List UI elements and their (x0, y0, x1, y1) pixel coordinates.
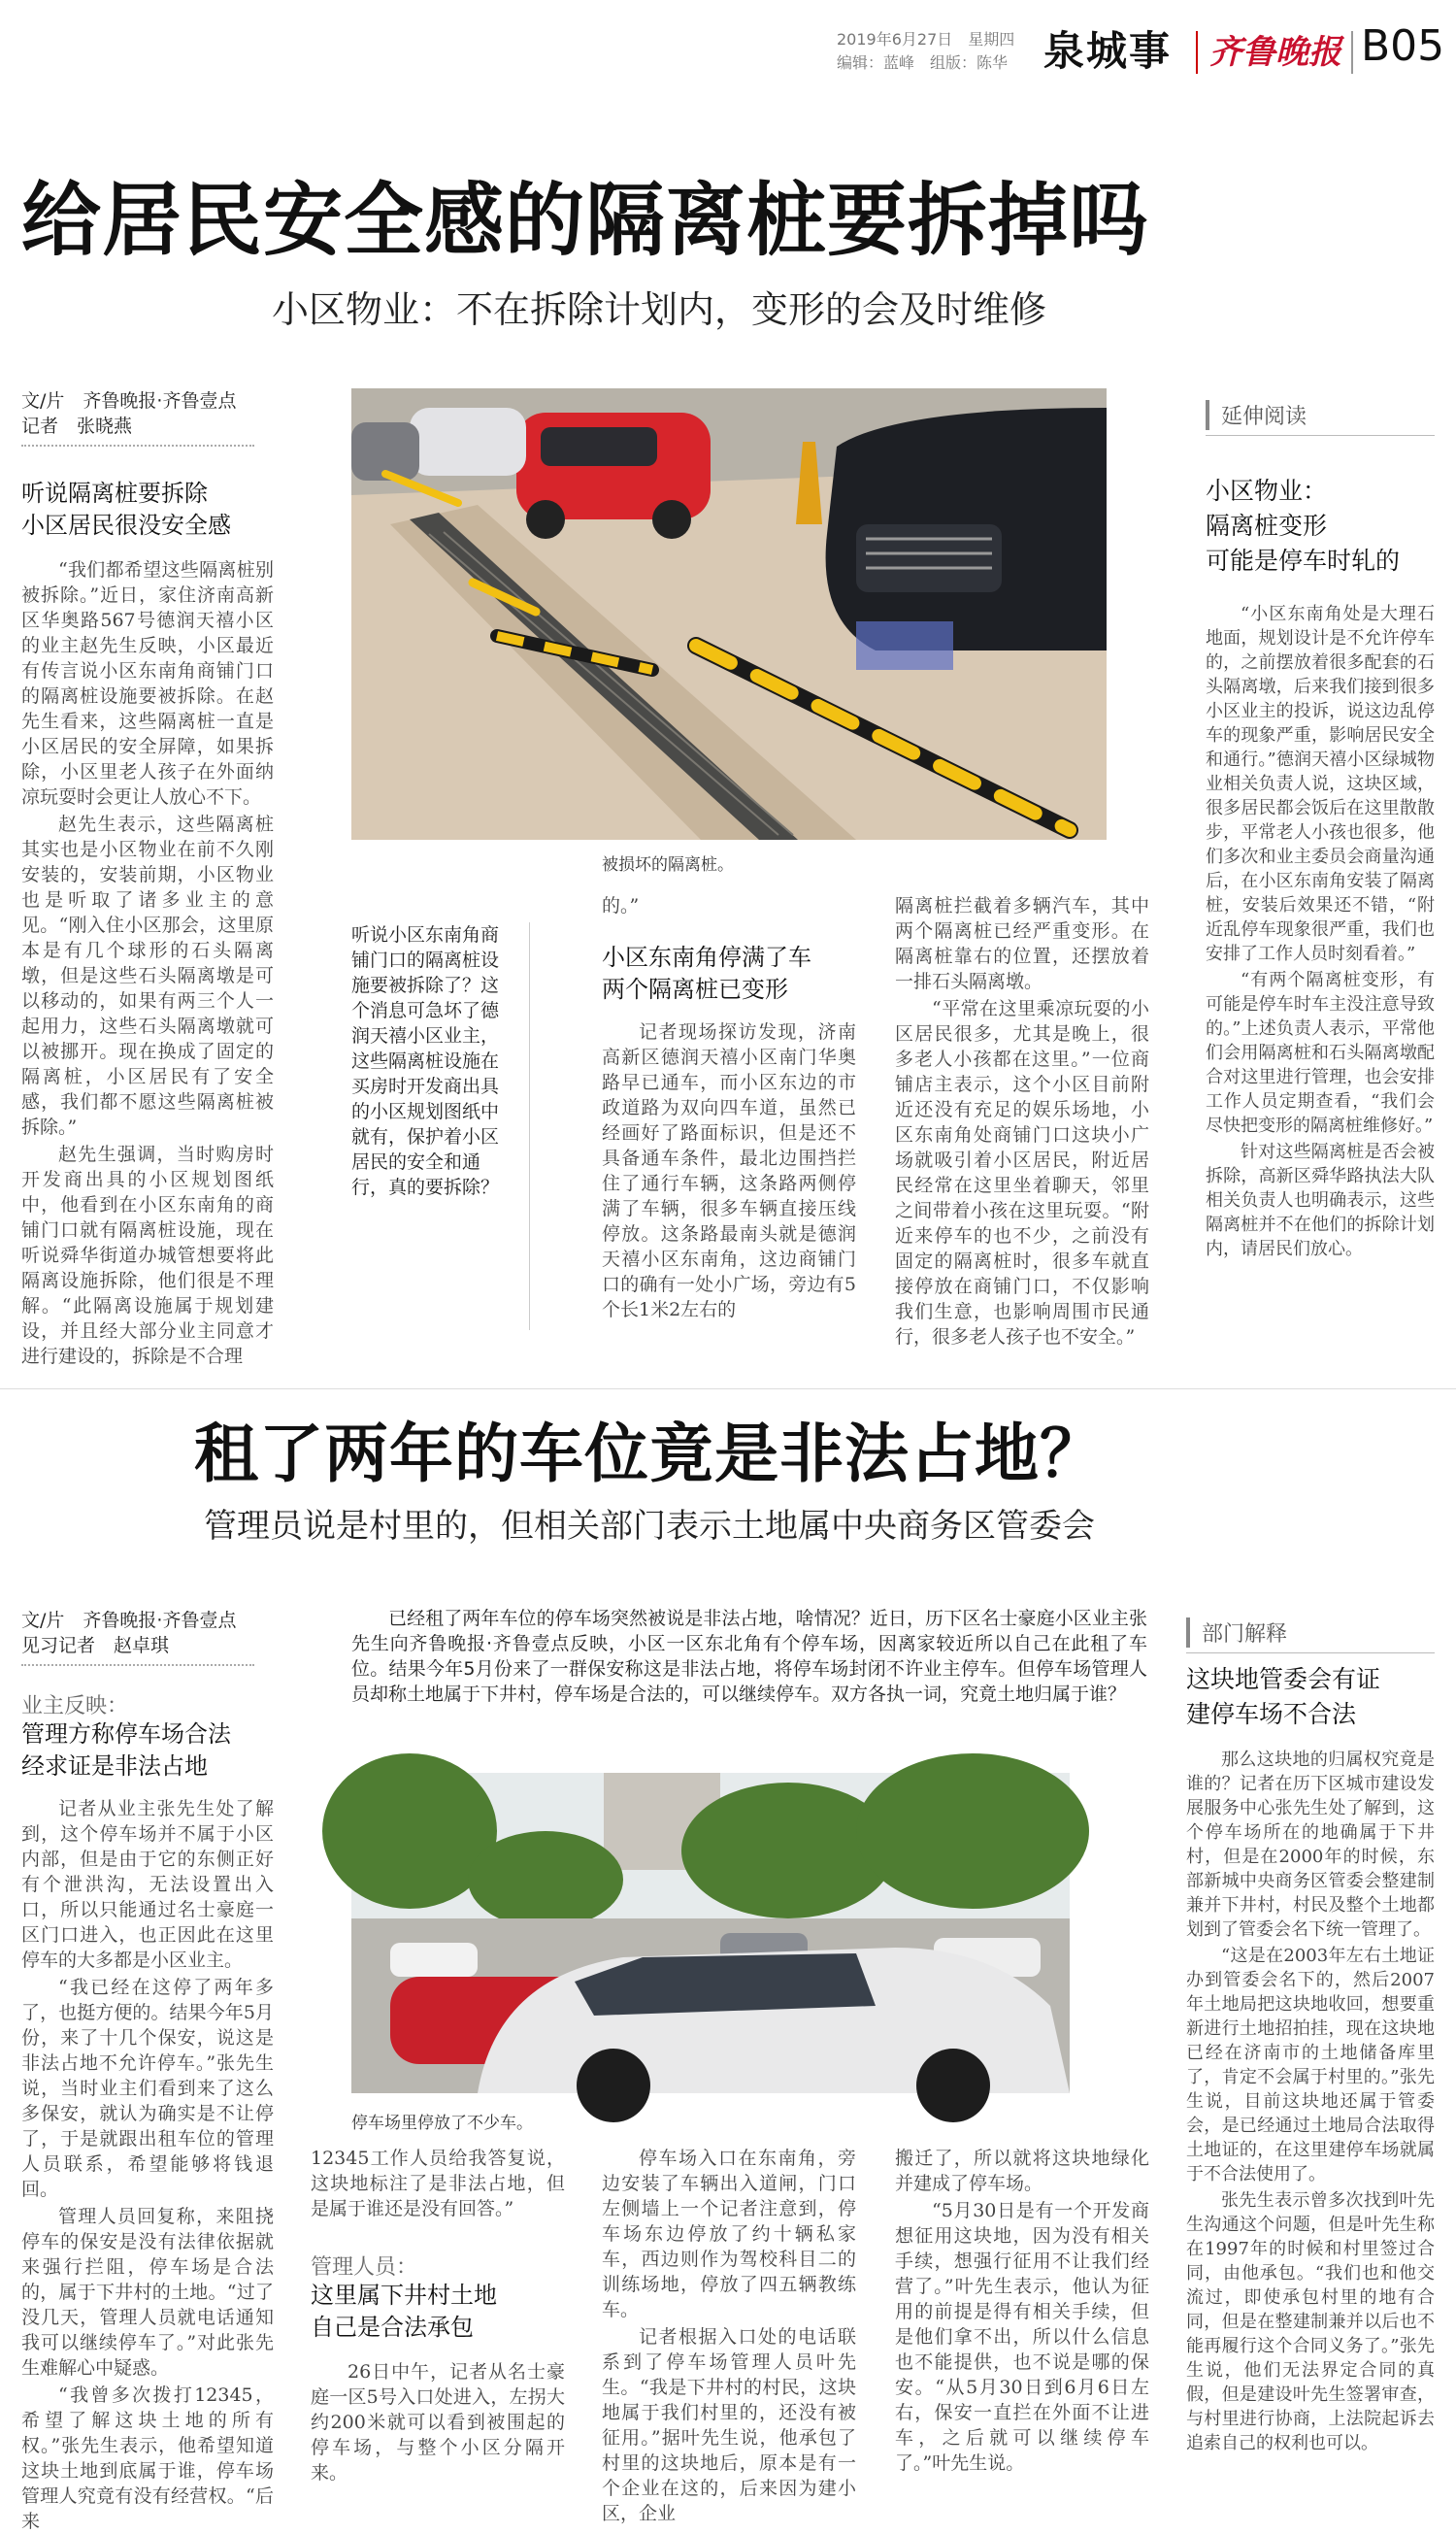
section1-title-line1: 听说隔离桩要拆除 (21, 480, 208, 507)
pullquote-rule (529, 922, 530, 1330)
article2-section2-kicker: 管理人员： (311, 2255, 418, 2280)
paragraph: 26日中午，记者从名士豪庭一区5号入口处进入，左拐大约200米就可以看到被围起的停车场，与整个小区分隔开来。 (311, 2361, 565, 2484)
article1-column-3-lead: 的。” (602, 895, 640, 917)
paragraph: 搬迁了，所以就将这块地绿化并建成了停车场。 (895, 2148, 1149, 2194)
article1-headline: 给居民安全感的隔离桩要拆掉吗 (21, 175, 1150, 267)
article2-column-3 (602, 2146, 856, 2524)
page-number: B05 (1361, 21, 1445, 71)
article1-byline-1: 文/片 齐鲁晚报·齐鲁壹点 (21, 390, 237, 412)
paragraph: 赵先生表示，这些隔离桩其实也是小区物业在前不久刚安装的，安装前期，小区物业也是听取了诸多业主的意见。“刚入住小区那会，这里原本是有几个球形的石头隔离墩，但是这些石头隔离墩是可以移动的，如果有两三个人一起用力，这些石头隔离墩就可以被挪开。现在换成了固定的隔离桩，小区居民有了安全感，我们都不愿这些隔离桩被拆除。” (21, 814, 274, 1138)
article2-headline: 租了两年的车位竟是非法占地？ (194, 1417, 1105, 1491)
section2-title-line2: 两个隔离桩已变形 (602, 976, 788, 1003)
sidebar-tab-department-explanation: 部门解释 (1186, 1617, 1435, 1648)
article2-subhead: 管理员说是村里的，但相关部门表示土地属中央商务区管委会 (204, 1507, 1095, 1546)
photo1-caption: 被损坏的隔离桩。 (602, 855, 734, 875)
article2-section1-kicker: 业主反映： (21, 1694, 129, 1718)
article1-column-4 (895, 893, 1149, 1348)
paragraph: 针对这些隔离桩是否会被拆除，高新区舜华路执法大队相关负责人也明确表示，这些隔离桩并不在他们的拆除计划内，请居民们放心。 (1206, 1142, 1435, 1259)
header-divider (1196, 31, 1198, 74)
paragraph: 停车场入口在东南角，旁边安装了车辆出入道闸，门口左侧墙上一个记者注意到，停车场东边停放了约十辆私家车，西边则作为驾校科目二的训练场地，停放了四五辆教练车。 (602, 2148, 856, 2320)
sidebar2-title-line1: 这块地管委会有证 (1186, 1665, 1381, 1693)
article1-section2-title (602, 942, 811, 1006)
a2-section2-title-line1: 这里属下井村土地 (311, 2282, 497, 2309)
sidebar-tab-extended-reading: 延伸阅读 (1206, 400, 1435, 430)
paragraph: “5月30日是有一个开发商想征用这块地，因为没有相关手续，想强行征用不让我们经营了。”叶先生表示，他认为征用的前提是得有相关手续，但是他们拿不出，所以什么信息也不能提供，也不说是哪的保安。“从5月30日到6月6日左右，保安一直拦在外面不让进车，之后就可以继续停车了。”叶先生说。 (895, 2200, 1149, 2474)
paragraph: 张先生表示曾多次找到叶先生沟通这个问题，但是叶先生称在1997年的时候和村里签过合同，由他承包。“我们也和他交流过，即使承包村里的地有合同，但是在整建制兼并以后也不能再履行这个合同义务了。”张先生说，他们无法界定合同的真假，但是建设叶先生签署审查，与村里进行协商，上法院起诉去追索自己的权利也可以。 (1186, 2190, 1435, 2453)
damaged-bollards-photo (351, 388, 1107, 840)
paragraph: 记者根据入口处的电话联系到了停车场管理人员叶先生。“我是下井村的村民，这块地属于我们村里的，还没有被征用。”据叶先生说，他承包了村里的这块地后，原本是有一个企业在这的，后来因为建小区，企业 (602, 2326, 856, 2524)
section1-title-line2: 小区居民很没安全感 (21, 512, 231, 539)
parking-lot-photo (351, 1773, 1070, 2093)
article2-column-2-top (311, 2146, 565, 2223)
paragraph: 那么这块地的归属权究竟是谁的？记者在历下区城市建设发展服务中心张先生处了解到，这个停车场所在的地确属于下井村，但是在2000年的时候，东部新城中央商务区管委会整建制兼并下井村，村民及整个土地都划到了管委会名下统一管理了。 (1186, 1750, 1435, 1940)
article1-column-1 (21, 557, 274, 1367)
article2-column-2-bottom (311, 2359, 565, 2485)
sidebar-tab-underline (1206, 435, 1435, 436)
article2-section2-title (311, 2280, 497, 2344)
article2-byline-1: 文/片 齐鲁晚报·齐鲁壹点 (21, 1610, 237, 1631)
article2-byline-2: 见习记者 赵卓琪 (21, 1635, 170, 1656)
sidebar2-body (1186, 1748, 1435, 2490)
a2-section2-title-line2: 自己是合法承包 (311, 2314, 474, 2341)
article1-section1-title (21, 478, 231, 542)
sidebar1-title (1206, 474, 1400, 579)
damaged-bollards-illustration (351, 388, 1107, 840)
sidebar1-body (1206, 602, 1435, 1350)
paragraph: 记者从业主张先生处了解到，这个停车场并不属于小区内部，但是由于它的东侧正好有个泄洪沟，无法设置出入口，所以只能通过名士豪庭一区门口进入，也正因此在这里停车的大多都是小区业主。 (21, 1798, 274, 1971)
sidebar1-title-line1: 小区物业： (1206, 477, 1328, 505)
parking-lot-illustration (351, 1773, 1070, 2093)
paragraph: 12345工作人员给我答复说，这块地标注了是非法占地，但是属于谁还是没有回答。” (311, 2148, 565, 2219)
article1-subhead: 小区物业：不在拆除计划内，变形的会及时维修 (272, 288, 1047, 331)
sidebar1-title-line3: 可能是停车时轧的 (1206, 547, 1401, 575)
sidebar2-title-line2: 建停车场不合法 (1186, 1700, 1357, 1728)
a2-section1-title-line2: 经求证是非法占地 (21, 1752, 208, 1780)
sidebar1-title-line2: 隔离桩变形 (1206, 512, 1328, 540)
paragraph: “小区东南角处是大理石地面，规划设计是不允许停车的，之前摆放着很多配套的石头隔离墩，后来我们接到很多小区业主的投诉，说这边乱停车的现象严重，影响居民安全和通行。”德润天禧小区绿城物业相关负责人说，这块区域，很多居民都会饭后在这里散散步，平常老人小孩也很多，他们多次和业主委员会商量沟通后，在小区东南角安装了隔离桩，安装后效果还不错，“附近乱停车现象很严重，我们也安排了工作人员时刻看着。” (1206, 604, 1435, 964)
section2-title-line1: 小区东南角停满了车 (602, 944, 811, 971)
paragraph: 赵先生强调，当时购房时开发商出具的小区规划图纸中，他看到在小区东南角的商铺门口就有隔离桩设施，现在听说舜华街道办城管想要将此隔离设施拆除，他们很是不理解。“此隔离设施属于规划建设，并且经大部分业主同意才进行建设的，拆除是不合理 (21, 1144, 274, 1367)
header-editors: 编辑：蓝峰 组版：陈华 (837, 53, 1009, 72)
header-date: 2019年6月27日 星期四 (837, 30, 1015, 49)
sidebar2-title (1186, 1662, 1380, 1732)
byline2-rule (21, 1664, 254, 1666)
paragraph: “有两个隔离桩变形，有可能是停车时车主没注意导致的。”上述负责人表示，平常他们会用隔离桩和石头隔离墩配合对这里进行管理，也会安排工作人员定期查看，“我们会尽快把变形的隔离桩维修好。” (1206, 970, 1435, 1136)
header-section: 泉城事 (1043, 27, 1173, 75)
paragraph: 隔离桩拦截着多辆汽车，其中两个隔离桩已经严重变形。在隔离桩靠右的位置，还摆放着一排石头隔离墩。 (895, 895, 1149, 992)
brand-logo: 齐鲁晚报 (1209, 33, 1341, 72)
article2-column-1 (21, 1796, 274, 2532)
a2-section1-title-line1: 管理方称停车场合法 (21, 1720, 231, 1748)
photo2-caption: 停车场里停放了不少车。 (351, 2114, 533, 2133)
article1-byline-2: 记者 张晓燕 (21, 416, 133, 437)
pullquote-text: 听说小区东南角商铺门口的隔离桩设施要被拆除了？这个消息可急坏了德润天禧小区业主，这些隔离桩设施在买房时开发商出具的小区规划图纸中就有，保护着小区居民的安全和通行，真的要拆除？ (351, 924, 500, 1198)
header-divider-2 (1351, 31, 1353, 74)
paragraph: 管理人员回复称，来阻挠停车的保安是没有法律依据就来强行拦阻，停车场是合法的，属于下井村的土地。“过了没几天，管理人员就电话通知我可以继续停车了。”对此张先生难解心中疑惑。 (21, 2206, 274, 2379)
paragraph: “我已经在这停了两年多了，也挺方便的。结果今年5月份，来了十几个保安，说这是非法占地不允许停车。”张先生说，当时业主们看到来了这么多保安，就认为确实是不让停了，于是就跟出租车位的管理人员联系，希望能够将钱退回。 (21, 1977, 274, 2200)
paragraph: 记者现场探访发现，济南高新区德润天禧小区南门华奥路早已通车，而小区东边的市政道路为双向四车道，虽然已经画好了路面标识，但是还不具备通车条件，最北边围挡拦住了通行车辆，这条路两侧停满了车辆，很多车辆直接压线停放。这条路最南头就是德润天禧小区东南角，这边商铺门口的确有一处小广场，旁边有5个长1米2左右的 (602, 1021, 856, 1320)
article-separator (0, 1388, 1456, 1389)
paragraph: “我曾多次拨打12345，希望了解这块土地的所有权。”张先生表示，他希望知道这块土地到底属于谁，停车场管理人究竟有没有经营权。“后来 (21, 2384, 274, 2532)
paragraph: “这是在2003年左右土地证办到管委会名下的，然后2007年土地局把这块地收回，想要重新进行土地招拍挂，现在这块地已经在济南市的土地储备库里了，肯定不会属于村里的。”张先生说，目前这块地还属于管委会，是已经通过土地局合法取得土地证的，在这里建停车场就属于不合法使用了。 (1186, 1946, 1435, 2184)
sidebar2-tab-underline (1186, 1652, 1435, 1653)
article2-section1-title (21, 1718, 231, 1783)
article2-lead: 已经租了两年车位的停车场突然被说是非法占地，啥情况？近日，历下区名士豪庭小区业主张先生向齐鲁晚报·齐鲁壹点反映，小区一区东北角有个停车场，因离家较近所以自己在此租了车位。结果今年5月份来了一群保安称这是非法占地，将停车场封闭不许业主停车。但停车场管理人员却称土地属于下井村，停车场是合法的，可以继续停车。双方各执一词，究竟土地归属于谁？ (351, 1608, 1147, 1705)
paragraph: “平常在这里乘凉玩耍的小区居民很多，尤其是晚上，很多老人小孩都在这里。”一位商铺店主表示，这个小区目前附近还没有充足的娱乐场地，小区东南角处商铺门口这块小广场就吸引着小区居民，附近居民经常在这里坐着聊天，邻里之间带着小孩在这里玩耍。“附近来停车的也不少，之前没有固定的隔离桩时，很多车就直接停放在商铺门口，不仅影响我们生意，也影响周围市民通行，很多老人孩子也不安全。” (895, 998, 1149, 1348)
article2-column-4 (895, 2146, 1149, 2485)
article1-column-3 (602, 1019, 856, 1340)
paragraph: “我们都希望这些隔离桩别被拆除。”近日，家住济南高新区华奥路567号德润天禧小区的业主赵先生反映，小区最近有传言说小区东南角商铺门口的隔离桩设施要被拆除。在赵先生看来，这些隔离桩一直是小区居民的安全屏障，如果拆除，小区里老人孩子在外面纳凉玩耍时会更让人放心不下。 (21, 559, 274, 808)
byline-rule (21, 445, 254, 447)
